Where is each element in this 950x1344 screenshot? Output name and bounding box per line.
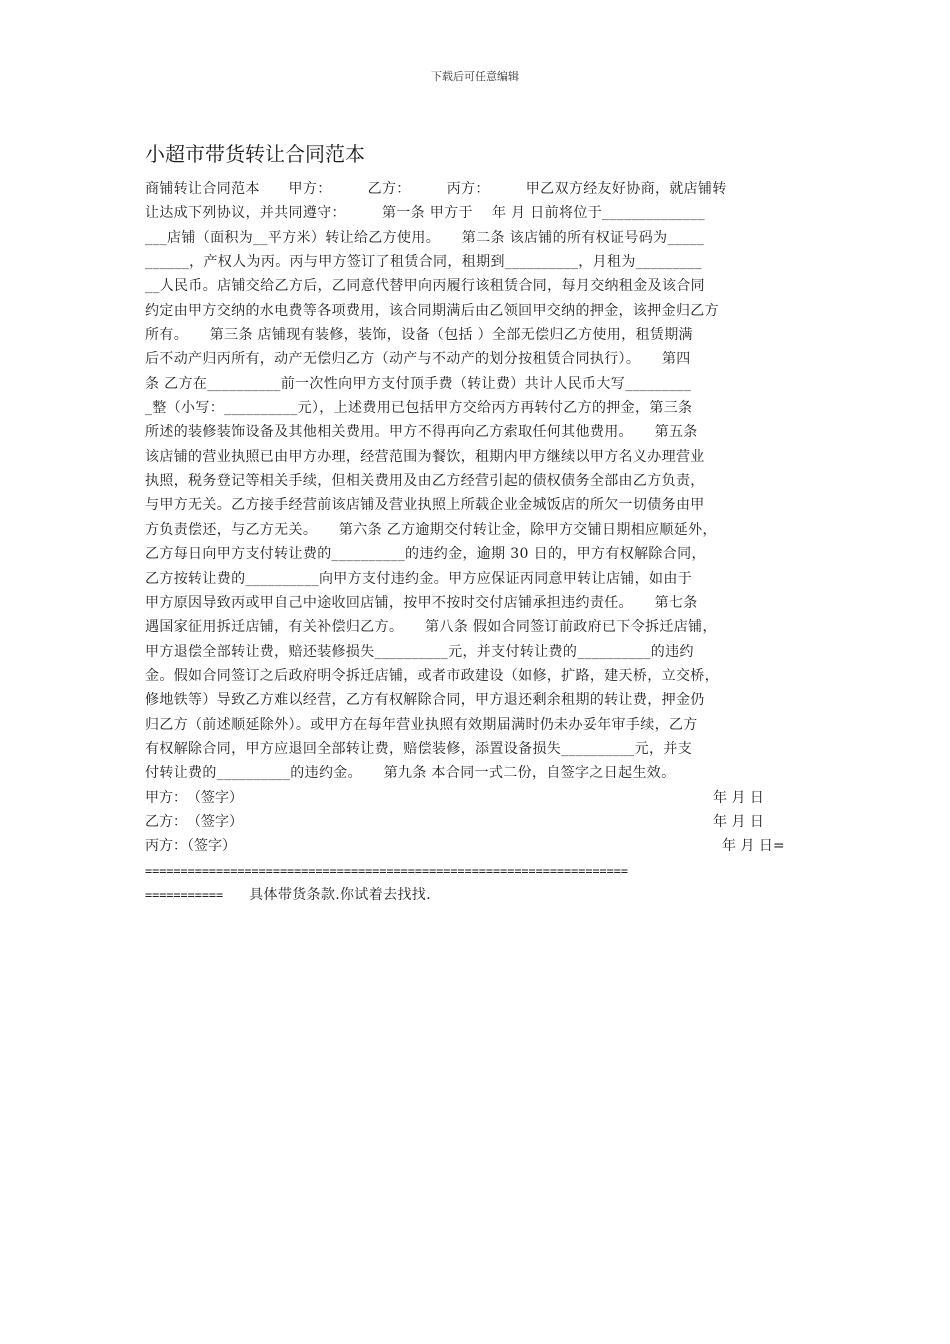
closing-text: 具体带货条款.你试着去找找.	[249, 886, 431, 903]
signature-line-party-b	[145, 810, 835, 834]
body-line: 甲方原因导致丙或甲自己中途收回店铺，按甲不按时交付店铺承担违约责任。 第七条	[145, 594, 698, 611]
contract-body	[145, 177, 835, 907]
separator-line: ====================================================================	[145, 863, 628, 878]
body-line: 该店铺的营业执照已由甲方办理，经营范围为餐饮，租期内甲方继续以甲方名义办理营业	[145, 448, 705, 465]
signature-date: 年 月 日	[713, 813, 764, 830]
signature-party: 甲方： （签字）	[145, 789, 243, 806]
body-line: 乙方每日向甲方支付转让费的__________的违约金，逾期 30 日的，甲方有权解除合同，	[145, 546, 706, 563]
body-line: 甲方退偿全部转让费，赔还装修损失__________元，并支付转让费的__________的违约	[145, 643, 694, 660]
body-line: 修地铁等）导致乙方难以经营，乙方有权解除合同，甲方退还剩余租期的转让费，押金仍	[145, 692, 705, 709]
body-line: 后不动产归丙所有，动产无偿归乙方（动产与不动产的划分按租赁合同执行）。 第四	[145, 351, 691, 368]
body-line: 有权解除合同，甲方应退回全部转让费，赔偿装修，添置设备损失__________元，并支	[145, 740, 693, 757]
signature-date: 年 月 日	[713, 789, 764, 806]
body-line: 让达成下列协议，并共同遵守： 第一条 甲方于 年 月 日前将位于______________	[145, 205, 705, 222]
body-line: 条 乙方在__________前一次性向甲方支付顶手费（转让费）共计人民币大写_________	[145, 375, 692, 392]
closing-line	[145, 883, 835, 907]
body-line: 执照，税务登记等相关手续，但相关费用及由乙方经营引起的债权债务全部由乙方负责，	[145, 473, 705, 490]
separator-tail: ===========	[145, 887, 224, 902]
body-line: ___店铺（面积为__平方米）转让给乙方使用。 第二条 该店铺的所有权证号码为_____	[145, 229, 705, 246]
signature-line-party-c	[145, 834, 835, 858]
body-line: 遇国家征用拆迁店铺，有关补偿归乙方。 第八条 假如合同签订前政府已下令拆迁店铺，	[145, 619, 717, 636]
signature-date: 年 月 日=	[722, 838, 785, 855]
body-line: 归乙方（前述顺延除外）。或甲方在每年营业执照有效期届满时仍未办妥年审手续，乙方	[145, 716, 698, 733]
document-title: 小超市带货转让合同范本	[145, 142, 365, 166]
body-line: 方负责偿还，与乙方无关。 第六条 乙方逾期交付转让金，除甲方交铺日期相应顺延外，	[145, 521, 717, 538]
body-line: 付转让费的__________的违约金。 第九条 本合同一式二份，自签字之日起生效。	[145, 765, 676, 782]
body-line: 金。假如合同签订之后政府明令拆迁店铺，或者市政建设（如修，扩路，建天桥，立交桥，	[145, 667, 719, 684]
signature-party: 丙方：（签字）	[145, 838, 236, 855]
body-line: _整（小写：__________元），上述费用已包括甲方交给丙方再转付乙方的押金，第三条	[145, 400, 693, 417]
body-line: 乙方按转让费的__________向甲方支付违约金。甲方应保证丙同意甲转让店铺，如由于	[145, 570, 693, 587]
signature-party: 乙方： （签字）	[145, 813, 243, 830]
signature-line-party-a	[145, 786, 835, 810]
header-note: 下载后可任意编辑	[431, 70, 519, 83]
body-line: ______，产权人为丙。丙与甲方签订了租赁合同，租期到__________，月租为_________	[145, 254, 702, 271]
body-line: 商铺转让合同范本 甲方： 乙方： 丙方： 甲乙双方经友好协商，就店铺转	[145, 181, 727, 197]
body-line: 约定由甲方交纳的水电费等各项费用，该合同期满后由乙领回甲交纳的押金，该押金归乙方	[145, 302, 719, 319]
body-line: __人民币。店铺交给乙方后，乙同意代替甲向丙履行该租赁合同，每月交纳租金及该合同	[145, 278, 705, 295]
body-line: 与甲方无关。乙方接手经营前该店铺及营业执照上所载企业金城饭店的所欠一切债务由甲	[145, 497, 705, 514]
body-line: 所有。 第三条 店铺现有装修，装饰，设备（包括 ）全部无偿归乙方使用，租赁期满	[145, 327, 693, 344]
body-line: 所述的装修装饰设备及其他相关费用。甲方不得再向乙方索取任何其他费用。 第五条	[145, 424, 698, 441]
